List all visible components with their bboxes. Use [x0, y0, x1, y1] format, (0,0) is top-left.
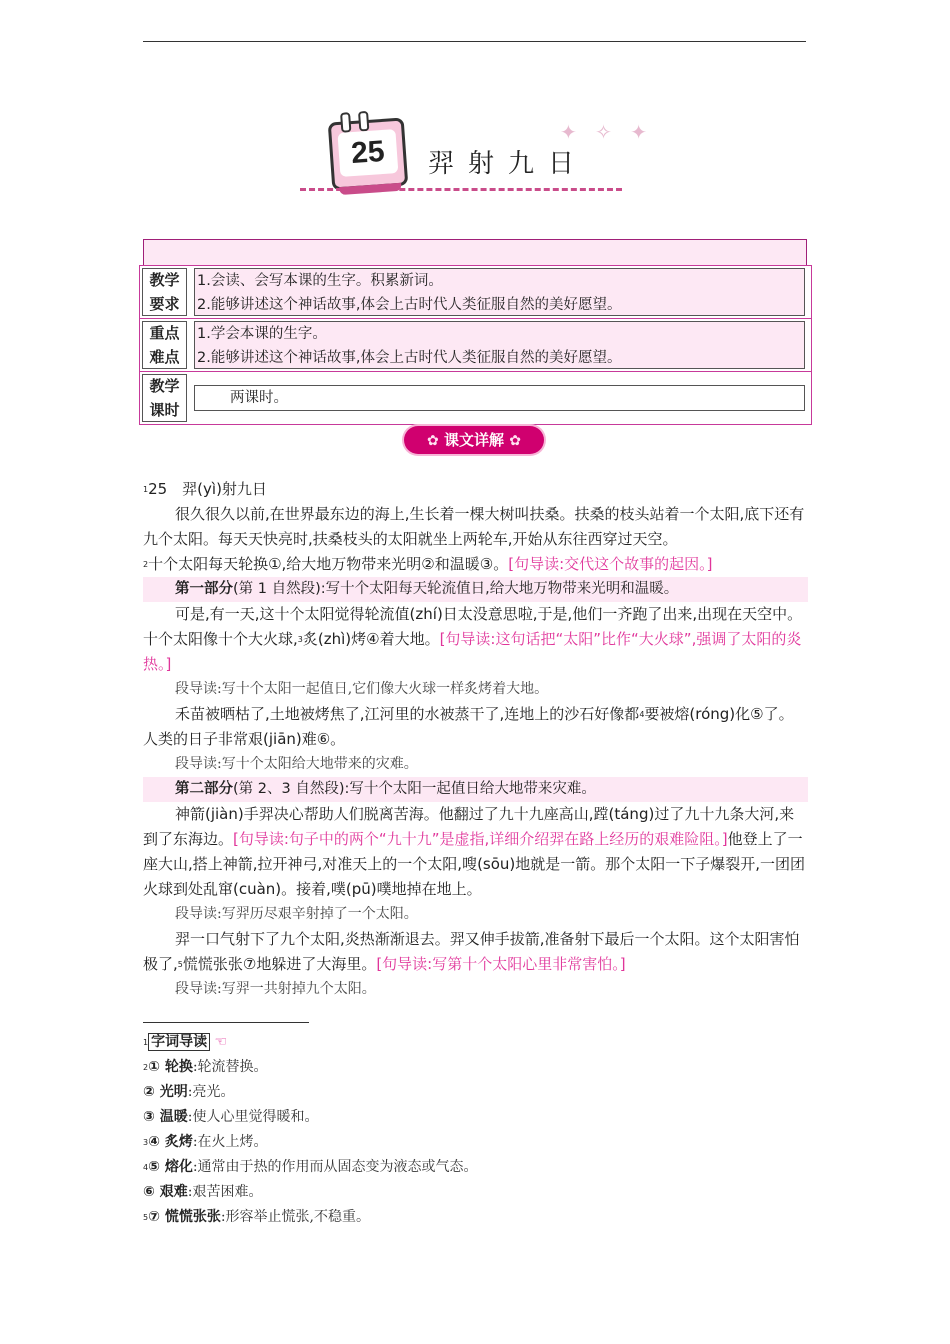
row-content: 两课时。 [194, 385, 805, 411]
table-header-bar [143, 239, 807, 266]
row-label: 重点 难点 [142, 321, 187, 369]
footnote-item: $^2$① 轮换:轮流替换。 [143, 1059, 268, 1075]
footnote-item: ② 光明:亮光。 [143, 1084, 235, 1100]
lesson-title: 羿射九日 [428, 149, 589, 179]
footnote-item: $^3$④ 炙烤:在火上烤。 [143, 1134, 268, 1150]
lesson-number: 25 [337, 129, 398, 177]
title-underline [300, 188, 622, 191]
row-label: 教学 要求 [142, 268, 187, 316]
footnote-rule [143, 1022, 309, 1023]
text-heading: $^1$25 羿(yì)射九日 [143, 480, 267, 498]
table-row-requirements [139, 265, 812, 319]
footnotes [143, 1030, 803, 1230]
table-row-key-points [139, 318, 812, 372]
top-rule [143, 41, 806, 42]
calendar-icon [328, 117, 409, 190]
section-badge: ✿ 课文详解 ✿ [404, 426, 544, 454]
row-content: 1.学会本课的生字。 2.能够讲述这个神话故事,体会上古时代人类征服自然的美好愿望。 [194, 321, 805, 369]
table-row-periods [139, 371, 812, 425]
paragraph-1: 很久很久以前,在世界最东边的海上,生长着一棵大树叫扶桑。扶桑的枝头站着一个太阳,底下还有九个太阳。每天天快亮时,扶桑枝头的太阳就坐上两轮车,开始从东往西穿过天空。 $^2$十个太阳每天轮换①,给大地万物带来光明②和温暖③。[句导读:交代这个故事的起因。] 第一部分(第 1 自然段):写十个太阳每天轮流值日,给大地万物带来光明和温暖。 可是,有一天,这十个太阳觉得轮流值(zhí)日太没意思啦,于是,他们一齐跑了出来,出现在天空中。十个太阳像十个大火球,$^3$炙(zhì)烤④着大地。[句导读:这句话把“太阳”比作“大火球”,强调了太阳的炎热。] 段导读:写十个太阳一起值日,它们像大火球一样炙烤着大地。 禾苗被晒枯了,土地被烤焦了,江河里的水被蒸干了,连地上的沙石好像都$^4$要被熔(róng)化⑤了。人类的日子非常艰(jiān)难⑥。 段导读:写十个太阳给大地带来的灾难。 第二部分(第 2、3 自然段):写十个太阳一起值日给大地带来灾难。 神箭(jiàn)手羿决心帮助人们脱离苦海。他翻过了九十九座高山,蹚(táng)过了九十九条大河,来到了东海边。[句导读:句子中的两个“九十九”是虚指,详细介绍羿在路上经历的艰难险阻。]他登上了一座大山,搭上神箭,拉开神弓,对准天上的一个太阳,嗖(sōu)地就是一箭。那个太阳一下子爆裂开,一团团火球到处乱窜(cuàn)。接着,噗(pū)噗地掉在地上。 段导读:写羿历尽艰辛射掉了一个太阳。 羿一口气射下了九个太阳,炎热渐渐退去。羿又伸手拔箭,准备射下最后一个太阳。这个太阳害怕极了,$^5$慌慌张张⑦地躲进了大海里。[句导读:写第十个太阳心里非常害怕。] 段导读:写羿一共射掉九个太阳。 [143, 502, 808, 1002]
footnote-item: $^4$⑤ 熔化:通常由于热的作用而从固态变为液态或气态。 [143, 1159, 478, 1175]
footnote-item: $^5$⑦ 慌慌张张:形容举止慌张,不稳重。 [143, 1209, 370, 1225]
footnote-item: ⑥ 艰难:艰苦困难。 [143, 1184, 263, 1200]
footnote-item: ③ 温暖:使人心里觉得暖和。 [143, 1109, 319, 1125]
star-icon: ✿ [509, 433, 521, 449]
decorative-stars: ✦ ✧ ✦ [560, 120, 653, 144]
row-content: 1.会读、会写本课的生字。积累新词。 2.能够讲述这个神话故事,体会上古时代人类征服自然的美好愿望。 [194, 268, 805, 316]
pointing-hand-icon: ☜ [214, 1034, 228, 1050]
footnote-item: $^1$ 字词导读 ☜ [143, 1034, 228, 1050]
star-icon: ✿ [427, 433, 439, 449]
row-label: 教学 课时 [142, 374, 187, 422]
